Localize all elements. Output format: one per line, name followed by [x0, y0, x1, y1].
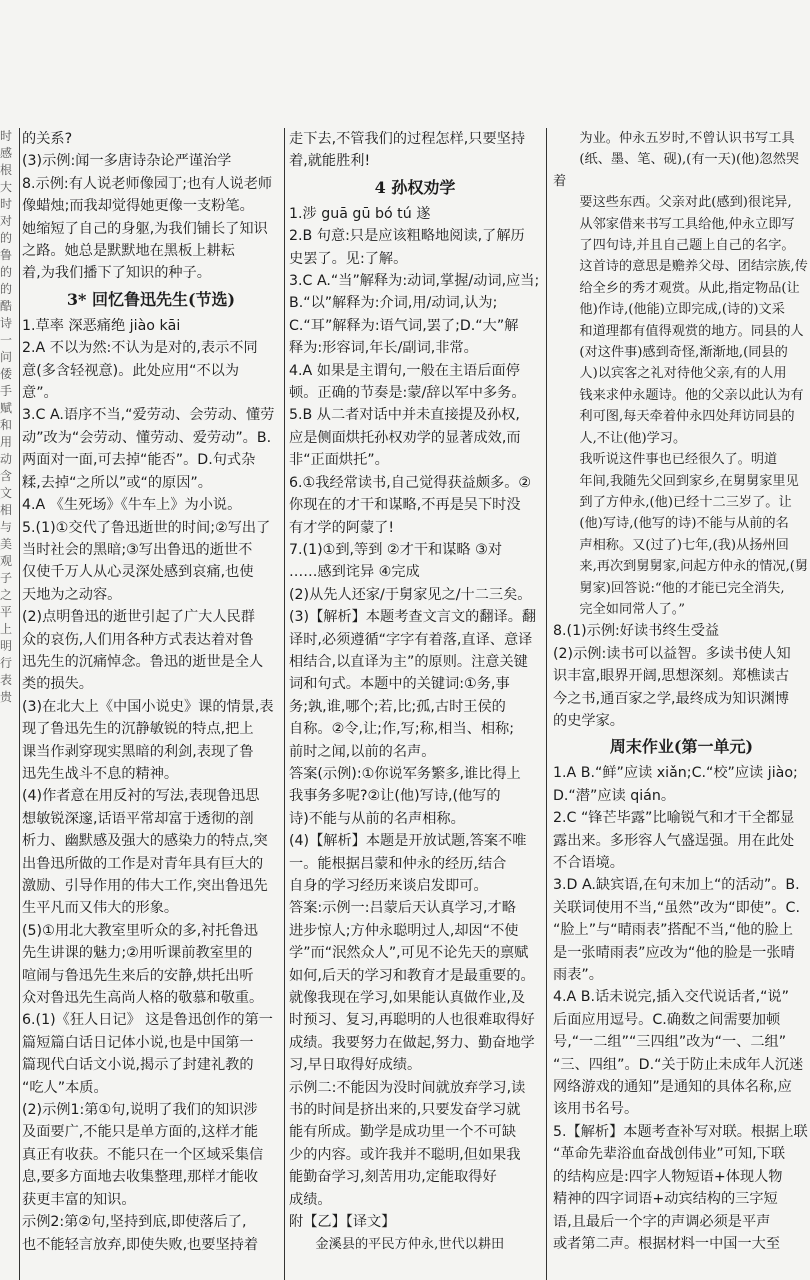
answer-line: 务;孰,谁,哪个;若,比;孤,古时王侯的 — [289, 698, 506, 715]
cropped-char: 一 — [0, 333, 13, 347]
cropped-char: 贵 — [0, 690, 13, 704]
answer-line: 露出来。多形容人气盛逞强。用在此处 — [553, 832, 795, 849]
translation-line: 钱来求仲永题诗。他的父亲以此认为有 — [579, 387, 804, 403]
translation-line: 完全如同常人了。” — [579, 601, 686, 617]
answer-line: 前时之闻,以前的名声。 — [289, 743, 436, 760]
answer-line: 如何,后天的学习和教育才是最重要的。 — [289, 967, 535, 984]
translation-line: 声相称。又(过了)七年,(我)从扬州回 — [579, 537, 789, 553]
cropped-char: 感 — [0, 146, 13, 160]
answer-line: 课当作剥穿现实黑暗的利剑,表现了鲁 — [22, 743, 254, 760]
answer-line: 相结合,以直译为主”的原则。注意关键 — [289, 653, 528, 670]
answer-line: 迅先生战斗不息的精神。 — [22, 765, 179, 782]
answer-line: 少的内容。或许我并不聪明,但如果我 — [289, 1146, 521, 1163]
translation-line: 来,再次到舅舅家,问起方仲永的情况,(舅 — [579, 559, 809, 575]
cropped-char: 动 — [0, 452, 13, 466]
answer-line: 获更丰富的知识。 — [22, 1191, 136, 1208]
answer-line: 一。能根据吕蒙和仲永的经历,结合 — [289, 855, 507, 872]
answer-line: 进步惊人;方仲永聪明过人,却因“不使 — [289, 922, 519, 939]
answer-line: 语,且最后一个字的声调必须是平声 — [553, 1213, 771, 1230]
answer-line: 时预习、复习,再聪明的人也很难取得好 — [289, 1012, 535, 1029]
cropped-char: 观 — [0, 554, 13, 568]
answer-line: 有才学的阿蒙了! — [289, 519, 395, 536]
cropped-char: 含 — [0, 469, 13, 483]
answer-line: 3.D A.缺宾语,在句末加上“的活动”。B. — [553, 877, 800, 894]
answer-line: 生平凡而又伟大的形象。 — [22, 900, 179, 917]
answer-line: (3)【解析】本题考查文言文的翻译。翻 — [289, 609, 537, 626]
answer-line: 能勤奋学习,刻苦用功,定能取得好 — [289, 1169, 497, 1186]
answer-line: 激励、引导作用的伟大工作,突出鲁迅先 — [22, 878, 268, 894]
translation-line: 给全乡的秀才观赏。从此,指定物品(让 — [579, 280, 800, 296]
answer-line: 号,“一二组”“三四组”改为“一、二组” — [553, 1034, 787, 1051]
cropped-char: 的 — [0, 282, 13, 296]
answer-line: 后面应用逗号。C.确数之间需要加顿 — [553, 1011, 781, 1028]
answer-line: 自称。②令,让;作,写;称,相当、相称; — [289, 721, 515, 738]
cropped-char: 问 — [0, 350, 13, 364]
answer-line: 现了鲁迅先生的沉静敏锐的特点,把上 — [22, 721, 254, 738]
answer-line: 5.B 从二者对话中并未直接提及孙权, — [289, 407, 520, 424]
answer-line: 成绩。我要努力在做起,努力、勤奋地学 — [289, 1034, 535, 1051]
answer-line: 喧闹与鲁迅先生来后的安静,烘托出听 — [22, 967, 254, 984]
answer-line: 想敏锐深邃,话语平常却富于透彻的剖 — [22, 810, 254, 827]
answer-line: 当时社会的黑暗;③写出鲁迅的逝世不 — [22, 541, 253, 558]
answer-line: 顿。正确的节奏是:蒙/辞以军中多务。 — [289, 385, 526, 402]
answer-line: 自身的学习经历来谈启发即可。 — [289, 878, 488, 894]
answer-line: 5.(1)①交代了鲁迅逝世的时间;②写出了 — [22, 519, 271, 536]
answer-line: 4.A 如果是主谓句,一般在主语后面停 — [289, 362, 520, 379]
answer-line: (2)示例:读书可以益智。多读书使人知 — [553, 645, 791, 662]
answer-line: 精神的四字词语+动宾结构的三字短 — [553, 1191, 778, 1208]
cropped-char: 诗 — [0, 316, 13, 330]
cropped-char: 倭 — [0, 367, 13, 381]
answer-line: 之路。她总是默默地在黑板上耕耘 — [22, 243, 235, 260]
translation-line: 金溪县的平民方仲永,世代以耕田 — [315, 1236, 505, 1252]
translation-line: 舅家)回答说:“他的才能已完全消失, — [579, 580, 785, 596]
answer-line: 意(多含轻视意)。此处应用“不以为 — [22, 362, 240, 379]
answer-line: 该用书名号。 — [553, 1101, 639, 1118]
answer-line: 学”而“泯然众人”,可见不论先天的禀赋 — [289, 945, 529, 962]
answer-line: 答案(示例):①你说军务繁多,谁比得上 — [289, 765, 521, 782]
answer-line: 着,为我们播下了知识的种子。 — [22, 265, 211, 282]
answer-line: 习,早日取得好成绩。 — [289, 1057, 422, 1074]
answer-line: “三、四组”。D.“关于防止未成年人沉迷 — [553, 1056, 804, 1073]
answer-line: 4.A B.话未说完,插入交代说话者,“说” — [553, 989, 789, 1006]
answer-line: 或者第二声。根据材料一中国一大至 — [553, 1235, 781, 1252]
cropped-char: 酷 — [0, 299, 13, 313]
answer-line: ……感到诧异 ④完成 — [289, 564, 420, 581]
answer-line: 2.C “锋芒毕露”比喻锐气和才干全都显 — [553, 810, 795, 827]
answer-line: 2.A 不以为然:不认为是对的,表示不同 — [22, 340, 258, 357]
cropped-char: 子 — [0, 571, 13, 585]
answer-line: 成绩。 — [289, 1191, 332, 1208]
section-heading: 3* 回忆鲁迅先生(节选) — [66, 289, 236, 309]
cropped-char: 相 — [0, 503, 13, 517]
cropped-char: 手 — [0, 384, 13, 398]
answer-line: 识丰富,眼界开阔,思想深刻。郑樵读古 — [553, 668, 790, 685]
cropped-char: 行 — [0, 656, 13, 670]
cropped-char: 上 — [0, 622, 13, 636]
answer-line: 息,要多方面地去收集整理,那样才能收 — [22, 1169, 259, 1186]
answer-line: C.“耳”解释为:语气词,罢了;D.“大”解 — [289, 317, 519, 334]
cropped-char: 美 — [0, 537, 13, 551]
answer-line: 5.【解析】本题考查补写对联。根据上联 — [553, 1123, 808, 1140]
answer-line: 众的哀伤,人们用各种方式表达着对鲁 — [22, 631, 254, 648]
answer-line: (2)点明鲁迅的逝世引起了广大人民群 — [22, 609, 255, 626]
answer-line: 像蜡烛;而我却觉得她更像一支粉笔。 — [22, 198, 254, 215]
answer-line: 两面对一面,可去掉“能否”。D.句式杂 — [22, 452, 256, 469]
answer-line: 6.(1)《狂人日记》 这是鲁迅创作的第一 — [22, 1012, 273, 1029]
answer-column-3 — [553, 128, 810, 1255]
answer-line: (5)①用北大教室里听众的多,衬托鲁迅 — [22, 922, 258, 939]
answer-line: 词和句式。本题中的关键词:①务,事 — [289, 676, 510, 693]
answer-line: 1.草率 深恶痛绝 jiào kāi — [22, 317, 181, 334]
answer-line: 附【乙】【译文】 — [289, 1214, 396, 1231]
answer-column-1 — [22, 128, 280, 1256]
translation-line: (他)写诗,(他写的诗)不能与从前的名 — [579, 516, 789, 532]
answer-line: 今之书,通百家之学,最终成为知识渊博 — [553, 690, 790, 707]
answer-line: 意”。 — [22, 385, 58, 402]
answer-line: 篇短篇白话日记体小说,也是中国第一 — [22, 1034, 254, 1051]
section-heading: 周末作业(第一单元) — [609, 737, 754, 757]
answer-line: 先生讲课的魅力;②用听课前教室里的 — [22, 945, 253, 962]
answer-line: 非“正面烘托”。 — [289, 452, 389, 469]
translation-line: (纸、墨、笔、砚),(有一天)(他)忽然哭着 — [553, 152, 800, 189]
section-heading: 4 孙权劝学 — [374, 177, 456, 197]
translation-line: (对这件事)感到奇怪,渐渐地,(同县的 — [579, 345, 788, 361]
answer-line: 1.涉 guā gū bó tú 遂 — [289, 205, 431, 222]
translation-line: 年间,我随先父回到家乡,在舅舅家里见 — [579, 473, 799, 489]
answer-line: 也不能轻言放弃,即使失败,也要坚持着 — [22, 1236, 259, 1253]
answer-line: 的史学家。 — [553, 712, 624, 729]
column-divider — [19, 128, 20, 1280]
cropped-char: 与 — [0, 520, 13, 534]
cropped-char: 用 — [0, 435, 13, 449]
cropped-char: 根 — [0, 163, 13, 177]
answer-line: D.“潜”应读 qián。 — [553, 787, 676, 804]
answer-line: 8.(1)示例:好读书终生受益 — [553, 623, 720, 640]
answer-line: 2.B 句意:只是应该粗略地阅读,了解历 — [289, 228, 525, 245]
answer-line: 3.C A.语序不当,“爱劳动、会劳动、懂劳 — [22, 407, 275, 424]
answer-line: 着,就能胜利! — [289, 153, 371, 170]
answer-line: (2)示例1:第①句,说明了我们的知识涉 — [22, 1102, 258, 1119]
answer-line: 的关系? — [22, 131, 73, 147]
cropped-char: 平 — [0, 605, 13, 619]
translation-line: 这首诗的意思是赡养父母、团结宗族,传 — [579, 259, 808, 275]
answer-line: “吃人”本质。 — [22, 1079, 108, 1096]
answer-line: 是一张晴雨表”应改为“他的脸是一张晴 — [553, 944, 795, 961]
answer-line: 动”改为“会劳动、懂劳动、爱劳动”。B. — [22, 429, 272, 446]
answer-line: 仅使千万人从心灵深处感到哀痛,也使 — [22, 564, 254, 581]
cropped-char: 时 — [0, 129, 13, 143]
answer-line: 雨表”。 — [553, 967, 603, 984]
answer-line: 7.(1)①到,等到 ②才干和谋略 ③对 — [289, 541, 503, 558]
translation-line: 到了方仲永,(他)已经十二三岁了。让 — [579, 494, 792, 510]
answer-line: 众对鲁迅先生高尚人格的敬慕和敬重。 — [22, 990, 264, 1007]
answer-line: (3)在北大上《中国小说史》课的情景,表 — [22, 698, 274, 715]
answer-line: 及面要广,不能只是单方面的,这样才能 — [22, 1124, 259, 1141]
answer-line: 答案:示例一:吕蒙后天认真学习,才略 — [289, 900, 516, 917]
cropped-char: 之 — [0, 588, 13, 602]
answer-line: (3)示例:闻一多唐诗杂论严谨治学 — [22, 153, 232, 170]
answer-line: 4.A 《生死场》《牛车上》为小说。 — [22, 497, 242, 514]
answer-line: 走下去,不管我们的过程怎样,只要坚持 — [289, 131, 526, 147]
answer-line: 8.示例:有人说老师像园丁;也有人说老师 — [22, 175, 273, 192]
translation-line: 人,不让(他)学习。 — [579, 430, 687, 446]
answer-line: 6.①我经常读书,自己觉得获益颇多。② — [289, 474, 532, 491]
translation-line: 利可图,每天牵着仲永四处拜访同县的 — [579, 409, 795, 425]
answer-line: 译时,必须遵循“字字有着落,直译、意译 — [289, 631, 533, 648]
answer-line: 示例二:不能因为没时间就放弃学习,读 — [289, 1079, 526, 1096]
answer-line: “革命先辈浴血奋战创伟业”可知,下联 — [553, 1146, 786, 1163]
answer-line: 就像我现在学习,如果能认真做作业,及 — [289, 990, 526, 1007]
answer-line: 诗)不能与从前的名声相称。 — [289, 810, 465, 827]
answer-line: 你现在的才干和谋略,不再是吴下时没 — [289, 497, 521, 514]
translation-line: 从邻家借来书写工具给他,仲永立即写 — [579, 216, 795, 232]
answer-line: 析力、幽默感及强大的感染力的特点,突 — [22, 833, 268, 850]
translation-line: 要这些东西。父亲对此(感到)很诧异, — [579, 195, 792, 211]
answer-line: 应是侧面烘托孙权劝学的显著成效,而 — [289, 429, 521, 446]
cropped-char: 的 — [0, 231, 13, 245]
answer-line: 关联词使用不当,“虽然”改为“即使”。C. — [553, 899, 800, 916]
translation-line: 人)以宾客之礼对待他父亲,有的人用 — [579, 366, 787, 382]
answer-line: 释为:形容词,年长/副词,非常。 — [289, 340, 478, 357]
answer-line: 天地为之动容。 — [22, 586, 122, 603]
answer-line: 3.C A.“当”解释为:动词,掌握/动词,应当; — [289, 273, 540, 290]
answer-column-2 — [289, 128, 541, 1255]
answer-line: 出鲁迅所做的工作是对青年具有巨大的 — [22, 855, 264, 872]
answer-line: 糅,去掉“之所以”或“的原因”。 — [22, 474, 212, 491]
translation-line: 为业。仲永五岁时,不曾认识书写工具 — [579, 131, 795, 146]
answer-line: B.“以”解释为:介词,用/动词,认为; — [289, 295, 498, 312]
translation-line: 和道理都有值得观赏的地方。同县的人 — [579, 323, 804, 339]
left-cropped-strip — [0, 128, 18, 706]
answer-line: 示例2:第②句,坚持到底,即使落后了, — [22, 1214, 247, 1231]
cropped-char: 鲁 — [0, 248, 13, 262]
answer-line: (2)从先人还家/于舅家见之/十二三矣。 — [289, 586, 532, 603]
answer-line: 迅先生的沉痛悼念。鲁迅的逝世是全人 — [22, 653, 264, 670]
answer-line: 能有所成。勤学是成功里一个不可缺 — [289, 1124, 517, 1141]
cropped-char: 和 — [0, 418, 13, 432]
cropped-char: 表 — [0, 673, 13, 687]
answer-line: 史罢了。见:了解。 — [289, 250, 408, 267]
cropped-char: 大 — [0, 180, 13, 194]
cropped-char: 赋 — [0, 401, 13, 415]
cropped-char: 对 — [0, 214, 13, 228]
answer-line: 不合语境。 — [553, 855, 624, 871]
column-divider — [284, 128, 285, 1280]
answer-line: 书的时间是挤出来的,只要发奋学习就 — [289, 1102, 521, 1119]
translation-line: 了四句诗,并且自己题上自己的名字。 — [579, 238, 795, 254]
answer-line: 我事务多呢?②让(他)写诗,(他写的 — [289, 788, 501, 805]
answer-line: (4)作者意在用反衬的写法,表现鲁迅思 — [22, 788, 260, 805]
cropped-char: 明 — [0, 639, 13, 653]
answer-line: 1.A B.“鲜”应读 xiǎn;C.“校”应读 jiào; — [553, 765, 798, 782]
answer-line: 她缩短了自己的身躯,为我们铺长了知识 — [22, 220, 268, 237]
answer-line: (4)【解析】本题是开放试题,答案不唯 — [289, 833, 527, 850]
translation-line: 他)作诗,(他能)立即完成,(诗的)文采 — [579, 302, 785, 318]
answer-line: 网络游戏的通知”是通知的具体名称,应 — [553, 1079, 792, 1096]
column-divider — [546, 128, 547, 1280]
answer-line: 真正有收获。不能只在一个区域采集信 — [22, 1146, 264, 1163]
answer-line: 类的损失。 — [22, 676, 93, 693]
answer-line: 的结构应是:四字人物短语+体现人物 — [553, 1168, 783, 1185]
cropped-char: 文 — [0, 486, 13, 500]
answer-line: 篇现代白话文小说,揭示了封建礼教的 — [22, 1057, 254, 1074]
translation-line: 我听说这件事也已经很久了。明道 — [579, 452, 778, 468]
cropped-char: 的 — [0, 265, 13, 279]
cropped-char: 时 — [0, 197, 13, 211]
answer-line: “脸上”与“晴雨表”搭配不当,“他的脸上 — [553, 922, 793, 939]
